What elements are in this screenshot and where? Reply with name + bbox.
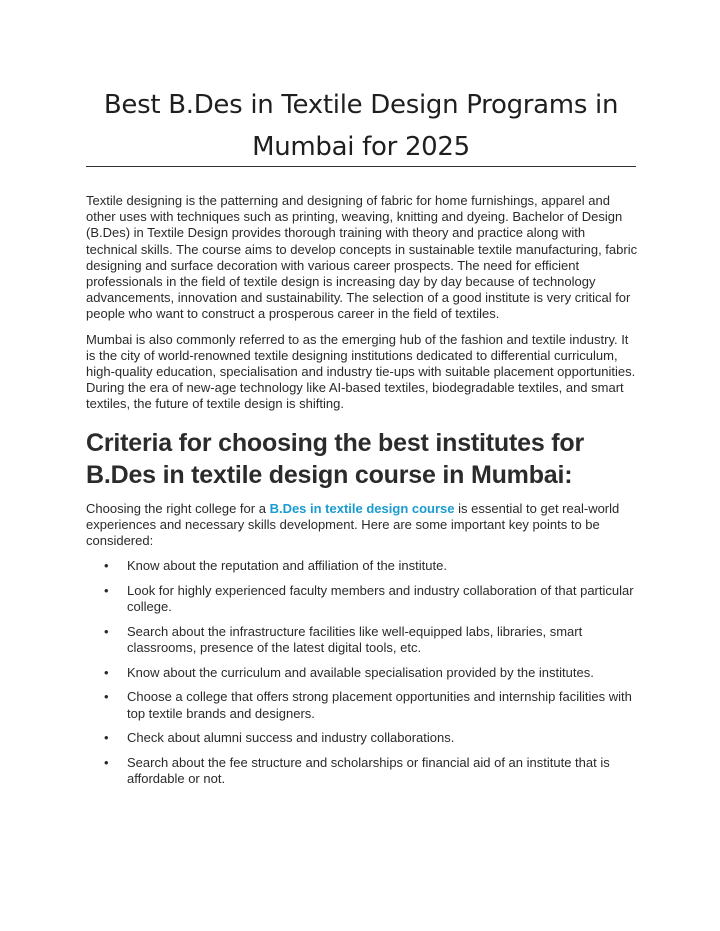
textile-course-link[interactable]: B.Des in textile design course bbox=[269, 500, 455, 516]
list-item bbox=[86, 755, 638, 787]
bullet-icon: • bbox=[104, 582, 109, 598]
mumbai-paragraph: Mumbai is also commonly referred to as the emerging hub of the fashion and textile industry. It is the city of world-renowned textile designing institutions dedicated to differential curriculum, high-quality education, specialisation and industry tie-ups with suitable placement opportunities. During the era of new-age technology like AI-based textiles, biodegradable textiles, and smart textiles, the future of textile design is shifting. bbox=[86, 331, 636, 412]
bullet-icon: • bbox=[104, 664, 109, 680]
list-item-text: Search about the fee structure and scholarships or financial aid of an institute that is affordable or not. bbox=[127, 755, 610, 787]
bullet-icon: • bbox=[104, 623, 109, 639]
intro-paragraph: Textile designing is the patterning and designing of fabric for home furnishings, apparel and other uses with techniques such as printing, weaving, knitting and dyeing. Bachelor of Design (B.Des) in Textile Design provides thorough training with theory and practice along with technical skills. The course aims to develop concepts in sustainable textile manufacturing, fabric designing and surface decoration with various career prospects. The need for efficient professionals in the field of textile design is increasing day by day because of technology advancements, innovation and sustainability. The selection of a good institute is very critical for people who want to construct a prosperous career in the field of textiles. bbox=[86, 193, 638, 322]
list-item-text: Know about the reputation and affiliation of the institute. bbox=[127, 558, 447, 574]
criteria-intro-before: Choosing the right college for a bbox=[86, 500, 270, 516]
list-item bbox=[86, 730, 638, 746]
list-item bbox=[86, 689, 638, 721]
list-item-text: Choose a college that offers strong placement opportunities and internship facilities with top textile brands and designers. bbox=[127, 689, 632, 721]
list-item bbox=[86, 583, 638, 615]
bullet-icon: • bbox=[104, 730, 109, 746]
page-title bbox=[86, 84, 636, 168]
list-item-text: Check about alumni success and industry collaborations. bbox=[127, 730, 455, 746]
page-title-line-1: Best B.Des in Textile Design Programs in bbox=[103, 90, 619, 120]
document-body bbox=[86, 193, 638, 796]
title-divider bbox=[86, 166, 636, 167]
list-item bbox=[86, 558, 638, 574]
criteria-list bbox=[86, 558, 638, 787]
list-item-text: Know about the curriculum and available specialisation provided by the institutes. bbox=[127, 664, 594, 680]
section-heading: Criteria for choosing the best institutes for B.Des in textile design course in Mumbai: bbox=[86, 428, 584, 489]
list-item-text: Look for highly experienced faculty members and industry collaboration of that particular college. bbox=[127, 582, 634, 615]
page-title-line-2: Mumbai for 2025 bbox=[252, 132, 470, 162]
list-item bbox=[86, 624, 638, 656]
list-item bbox=[86, 665, 638, 681]
bullet-icon: • bbox=[104, 755, 109, 771]
bullet-icon: • bbox=[104, 689, 109, 705]
list-item-text: Search about the infrastructure facilities like well-equipped labs, libraries, smart classrooms, presence of the latest digital tools, etc. bbox=[127, 623, 583, 656]
title-block bbox=[86, 84, 636, 168]
criteria-intro-after: is essential to get real-world experiences and necessary skills development. Here are some important key points to be considered: bbox=[86, 500, 620, 549]
criteria-intro-paragraph bbox=[86, 501, 638, 550]
bullet-icon: • bbox=[104, 558, 109, 574]
